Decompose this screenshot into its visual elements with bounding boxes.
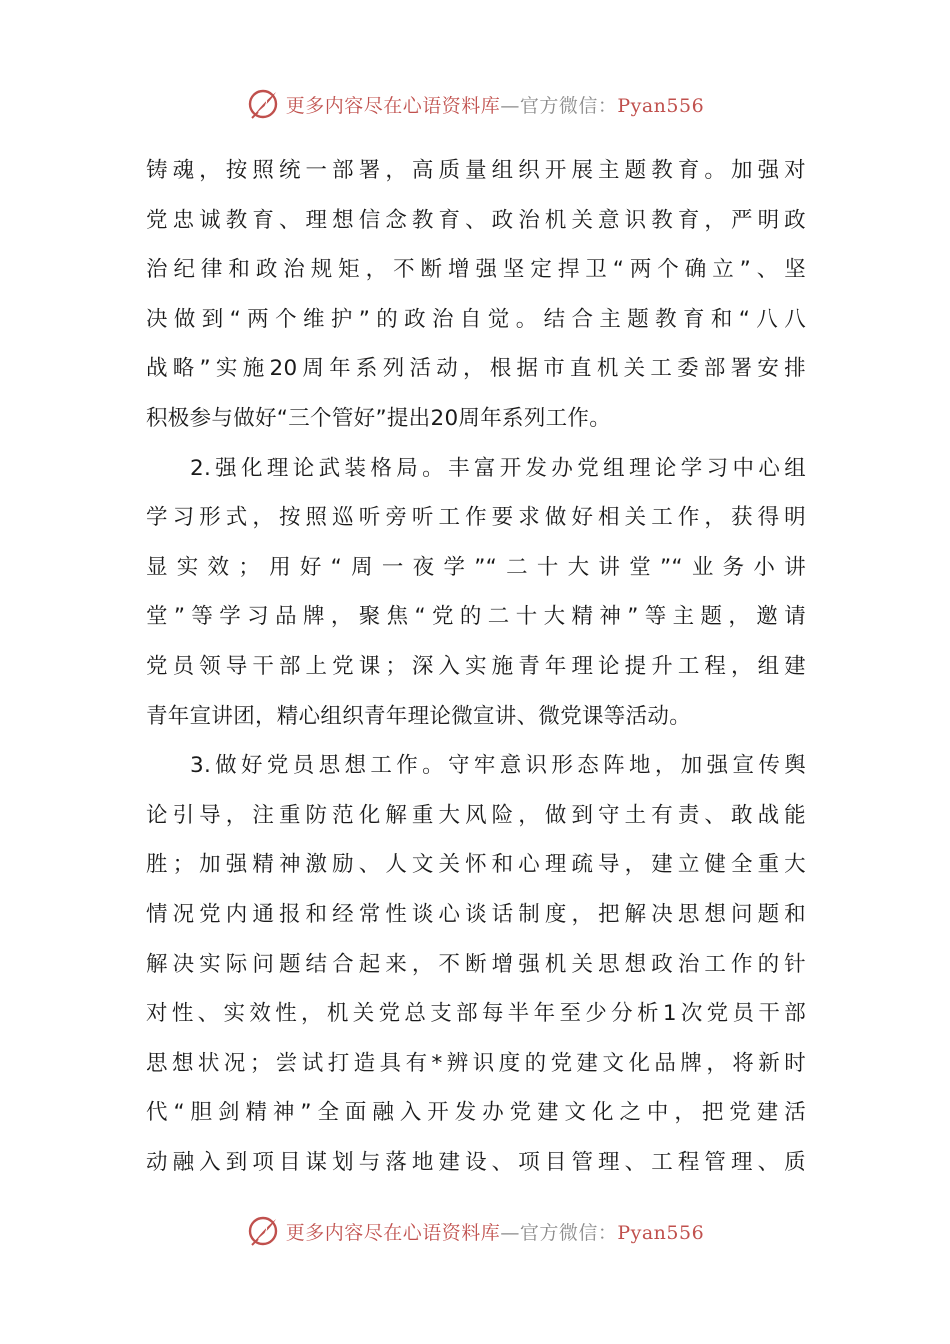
paragraph-2-start: 2.强化理论武装格局。丰富开发办党组理论学习中心组: [190, 455, 806, 481]
body-line: 青年宣讲团，精心组织青年理论微宣讲、微党课等活动。: [146, 703, 692, 729]
body-line: 堂”等学习品牌，聚焦“党的二十大精神”等主题，邀请: [146, 604, 806, 630]
banner-text: 更多内容尽在心语资料库—官方微信：Pyan556: [285, 94, 705, 117]
quill-logo-icon: [246, 1213, 282, 1249]
body-line: 思想状况；尝试打造具有*辨识度的党建文化品牌，将新时: [146, 1050, 806, 1076]
body-line: 积极参与做好“三个管好”提出20周年系列工作。: [146, 405, 612, 431]
quill-logo-icon: [246, 86, 282, 122]
body-line: 战略”实施20周年系列活动，根据市直机关工委部署安排: [146, 356, 806, 382]
body-line: 治纪律和政治规矩，不断增强坚定捍卫“两个确立”、坚: [146, 257, 806, 283]
document-body: [146, 146, 806, 1187]
paragraph-3-start: 3.做好党员思想工作。守牢意识形态阵地，加强宣传舆: [190, 753, 806, 779]
footer-banner: [0, 1211, 950, 1251]
header-banner: [0, 84, 950, 124]
body-line: 党员领导干部上党课；深入实施青年理论提升工程，组建: [146, 653, 806, 679]
body-line: 对性、实效性，机关党总支部每半年至少分析1次党员干部: [146, 1001, 806, 1027]
banner-text: 更多内容尽在心语资料库—官方微信：Pyan556: [285, 1221, 705, 1244]
body-line: 论引导，注重防范化解重大风险，做到守土有责、敢战能: [146, 802, 806, 828]
body-line: 解决实际问题结合起来，不断增强机关思想政治工作的针: [146, 951, 806, 977]
body-line: 铸魂，按照统一部署，高质量组织开展主题教育。加强对: [146, 158, 806, 183]
body-line: 代“胆剑精神”全面融入开发办党建文化之中，把党建活: [146, 1100, 806, 1126]
body-line: 显实效；用好“周一夜学”“二十大讲堂”“业务小讲: [146, 554, 806, 580]
body-line: 学习形式，按照巡听旁听工作要求做好相关工作，获得明: [146, 505, 806, 531]
body-line: 党忠诚教育、理想信念教育、政治机关意识教育，严明政: [146, 207, 806, 233]
body-line: 决做到“两个维护”的政治自觉。结合主题教育和“八八: [146, 306, 806, 332]
body-line: 胜；加强精神激励、人文关怀和心理疏导，建立健全重大: [146, 852, 806, 878]
body-line: 情况党内通报和经常性谈心谈话制度，把解决思想问题和: [146, 901, 806, 927]
body-line: 动融入到项目谋划与落地建设、项目管理、工程管理、质: [146, 1149, 806, 1175]
